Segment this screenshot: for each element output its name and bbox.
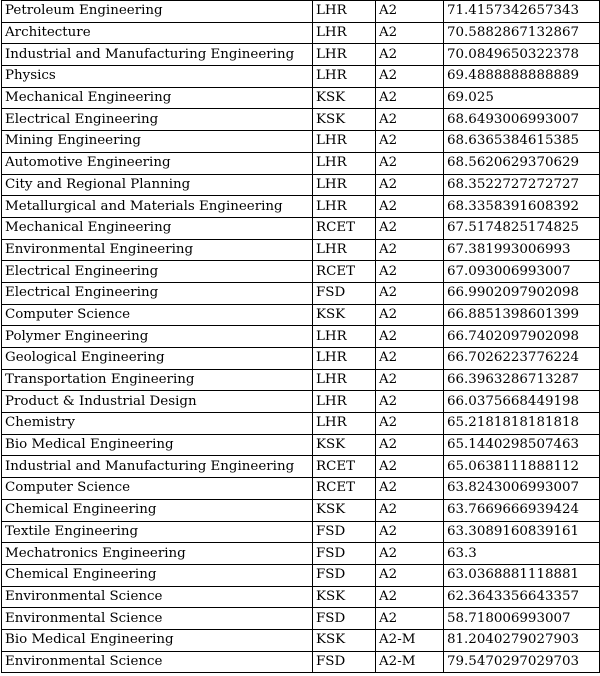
category-cell: A2 bbox=[376, 369, 444, 391]
score-cell: 66.9902097902098 bbox=[444, 282, 600, 304]
table-row bbox=[2, 174, 600, 196]
table-row bbox=[2, 564, 600, 586]
table-row bbox=[2, 326, 600, 348]
category-cell: A2 bbox=[376, 217, 444, 239]
score-cell: 66.0375668449198 bbox=[444, 391, 600, 413]
category-cell: A2 bbox=[376, 499, 444, 521]
program-cell: Industrial and Manufacturing Engineering bbox=[2, 44, 313, 66]
category-cell: A2 bbox=[376, 22, 444, 44]
category-cell: A2 bbox=[376, 282, 444, 304]
program-cell: Metallurgical and Materials Engineering bbox=[2, 196, 313, 218]
campus-cell: KSK bbox=[313, 629, 376, 651]
campus-cell: LHR bbox=[313, 44, 376, 66]
program-cell: Polymer Engineering bbox=[2, 326, 313, 348]
campus-cell: LHR bbox=[313, 1, 376, 23]
table-row bbox=[2, 304, 600, 326]
merit-table bbox=[1, 0, 600, 673]
score-cell: 69.4888888888889 bbox=[444, 66, 600, 88]
campus-cell: LHR bbox=[313, 239, 376, 261]
score-cell: 66.3963286713287 bbox=[444, 369, 600, 391]
campus-cell: RCET bbox=[313, 456, 376, 478]
campus-cell: KSK bbox=[313, 109, 376, 131]
table-row bbox=[2, 152, 600, 174]
category-cell: A2 bbox=[376, 434, 444, 456]
campus-cell: FSD bbox=[313, 282, 376, 304]
score-cell: 66.7402097902098 bbox=[444, 326, 600, 348]
campus-cell: LHR bbox=[313, 174, 376, 196]
category-cell: A2 bbox=[376, 44, 444, 66]
campus-cell: LHR bbox=[313, 66, 376, 88]
score-cell: 70.5882867132867 bbox=[444, 22, 600, 44]
category-cell: A2-M bbox=[376, 651, 444, 673]
table-row bbox=[2, 348, 600, 370]
table-row bbox=[2, 1, 600, 23]
program-cell: Environmental Science bbox=[2, 586, 313, 608]
program-cell: Chemical Engineering bbox=[2, 499, 313, 521]
score-cell: 63.7669666939424 bbox=[444, 499, 600, 521]
campus-cell: FSD bbox=[313, 608, 376, 630]
table-row bbox=[2, 196, 600, 218]
score-cell: 63.0368881118881 bbox=[444, 564, 600, 586]
category-cell: A2 bbox=[376, 413, 444, 435]
campus-cell: RCET bbox=[313, 217, 376, 239]
table-row bbox=[2, 478, 600, 500]
category-cell: A2 bbox=[376, 391, 444, 413]
program-cell: Product & Industrial Design bbox=[2, 391, 313, 413]
program-cell: Environmental Engineering bbox=[2, 239, 313, 261]
table-row bbox=[2, 608, 600, 630]
table-row bbox=[2, 239, 600, 261]
program-cell: Environmental Science bbox=[2, 608, 313, 630]
table-row bbox=[2, 282, 600, 304]
category-cell: A2 bbox=[376, 239, 444, 261]
program-cell: Transportation Engineering bbox=[2, 369, 313, 391]
category-cell: A2 bbox=[376, 564, 444, 586]
table-row bbox=[2, 391, 600, 413]
category-cell: A2 bbox=[376, 261, 444, 283]
campus-cell: LHR bbox=[313, 196, 376, 218]
campus-cell: FSD bbox=[313, 564, 376, 586]
score-cell: 62.3643356643357 bbox=[444, 586, 600, 608]
table-row bbox=[2, 131, 600, 153]
table-row bbox=[2, 456, 600, 478]
category-cell: A2 bbox=[376, 109, 444, 131]
program-cell: Bio Medical Engineering bbox=[2, 434, 313, 456]
score-cell: 65.1440298507463 bbox=[444, 434, 600, 456]
program-cell: Mechatronics Engineering bbox=[2, 543, 313, 565]
score-cell: 69.025 bbox=[444, 87, 600, 109]
score-cell: 79.5470297029703 bbox=[444, 651, 600, 673]
program-cell: Computer Science bbox=[2, 304, 313, 326]
score-cell: 63.3 bbox=[444, 543, 600, 565]
program-cell: Industrial and Manufacturing Engineering bbox=[2, 456, 313, 478]
campus-cell: LHR bbox=[313, 326, 376, 348]
table-row bbox=[2, 44, 600, 66]
campus-cell: FSD bbox=[313, 543, 376, 565]
score-cell: 81.2040279027903 bbox=[444, 629, 600, 651]
score-cell: 71.4157342657343 bbox=[444, 1, 600, 23]
program-cell: Chemical Engineering bbox=[2, 564, 313, 586]
category-cell: A2-M bbox=[376, 629, 444, 651]
program-cell: Mining Engineering bbox=[2, 131, 313, 153]
table-row bbox=[2, 22, 600, 44]
category-cell: A2 bbox=[376, 66, 444, 88]
program-cell: Bio Medical Engineering bbox=[2, 629, 313, 651]
category-cell: A2 bbox=[376, 608, 444, 630]
score-cell: 67.5174825174825 bbox=[444, 217, 600, 239]
campus-cell: RCET bbox=[313, 261, 376, 283]
category-cell: A2 bbox=[376, 521, 444, 543]
campus-cell: LHR bbox=[313, 131, 376, 153]
table-row bbox=[2, 87, 600, 109]
program-cell: Computer Science bbox=[2, 478, 313, 500]
program-cell: Physics bbox=[2, 66, 313, 88]
score-cell: 68.3522727272727 bbox=[444, 174, 600, 196]
campus-cell: LHR bbox=[313, 391, 376, 413]
score-cell: 65.0638111888112 bbox=[444, 456, 600, 478]
table-row bbox=[2, 434, 600, 456]
campus-cell: RCET bbox=[313, 478, 376, 500]
campus-cell: KSK bbox=[313, 499, 376, 521]
table-row bbox=[2, 66, 600, 88]
campus-cell: KSK bbox=[313, 434, 376, 456]
category-cell: A2 bbox=[376, 348, 444, 370]
score-cell: 68.6365384615385 bbox=[444, 131, 600, 153]
table-row bbox=[2, 109, 600, 131]
campus-cell: KSK bbox=[313, 304, 376, 326]
category-cell: A2 bbox=[376, 586, 444, 608]
category-cell: A2 bbox=[376, 131, 444, 153]
category-cell: A2 bbox=[376, 87, 444, 109]
program-cell: Electrical Engineering bbox=[2, 109, 313, 131]
table-row bbox=[2, 629, 600, 651]
program-cell: Geological Engineering bbox=[2, 348, 313, 370]
score-cell: 67.381993006993 bbox=[444, 239, 600, 261]
campus-cell: FSD bbox=[313, 521, 376, 543]
campus-cell: KSK bbox=[313, 586, 376, 608]
campus-cell: LHR bbox=[313, 369, 376, 391]
table-row bbox=[2, 369, 600, 391]
score-cell: 68.5620629370629 bbox=[444, 152, 600, 174]
score-cell: 65.2181818181818 bbox=[444, 413, 600, 435]
score-cell: 58.718006993007 bbox=[444, 608, 600, 630]
program-cell: Electrical Engineering bbox=[2, 261, 313, 283]
score-cell: 67.093006993007 bbox=[444, 261, 600, 283]
program-cell: Architecture bbox=[2, 22, 313, 44]
program-cell: Electrical Engineering bbox=[2, 282, 313, 304]
program-cell: Textile Engineering bbox=[2, 521, 313, 543]
table-row bbox=[2, 521, 600, 543]
campus-cell: LHR bbox=[313, 413, 376, 435]
merit-table-body bbox=[2, 1, 600, 673]
category-cell: A2 bbox=[376, 304, 444, 326]
score-cell: 66.8851398601399 bbox=[444, 304, 600, 326]
score-cell: 70.0849650322378 bbox=[444, 44, 600, 66]
campus-cell: KSK bbox=[313, 87, 376, 109]
program-cell: Chemistry bbox=[2, 413, 313, 435]
score-cell: 68.6493006993007 bbox=[444, 109, 600, 131]
table-row bbox=[2, 499, 600, 521]
campus-cell: LHR bbox=[313, 22, 376, 44]
score-cell: 66.7026223776224 bbox=[444, 348, 600, 370]
campus-cell: FSD bbox=[313, 651, 376, 673]
program-cell: Petroleum Engineering bbox=[2, 1, 313, 23]
campus-cell: LHR bbox=[313, 152, 376, 174]
category-cell: A2 bbox=[376, 152, 444, 174]
table-row bbox=[2, 543, 600, 565]
category-cell: A2 bbox=[376, 1, 444, 23]
table-row bbox=[2, 586, 600, 608]
category-cell: A2 bbox=[376, 478, 444, 500]
program-cell: City and Regional Planning bbox=[2, 174, 313, 196]
table-row bbox=[2, 261, 600, 283]
program-cell: Mechanical Engineering bbox=[2, 217, 313, 239]
category-cell: A2 bbox=[376, 326, 444, 348]
category-cell: A2 bbox=[376, 174, 444, 196]
score-cell: 63.8243006993007 bbox=[444, 478, 600, 500]
program-cell: Environmental Science bbox=[2, 651, 313, 673]
campus-cell: LHR bbox=[313, 348, 376, 370]
category-cell: A2 bbox=[376, 456, 444, 478]
category-cell: A2 bbox=[376, 543, 444, 565]
score-cell: 63.3089160839161 bbox=[444, 521, 600, 543]
program-cell: Mechanical Engineering bbox=[2, 87, 313, 109]
table-row bbox=[2, 651, 600, 673]
table-row bbox=[2, 413, 600, 435]
program-cell: Automotive Engineering bbox=[2, 152, 313, 174]
table-row bbox=[2, 217, 600, 239]
score-cell: 68.3358391608392 bbox=[444, 196, 600, 218]
category-cell: A2 bbox=[376, 196, 444, 218]
